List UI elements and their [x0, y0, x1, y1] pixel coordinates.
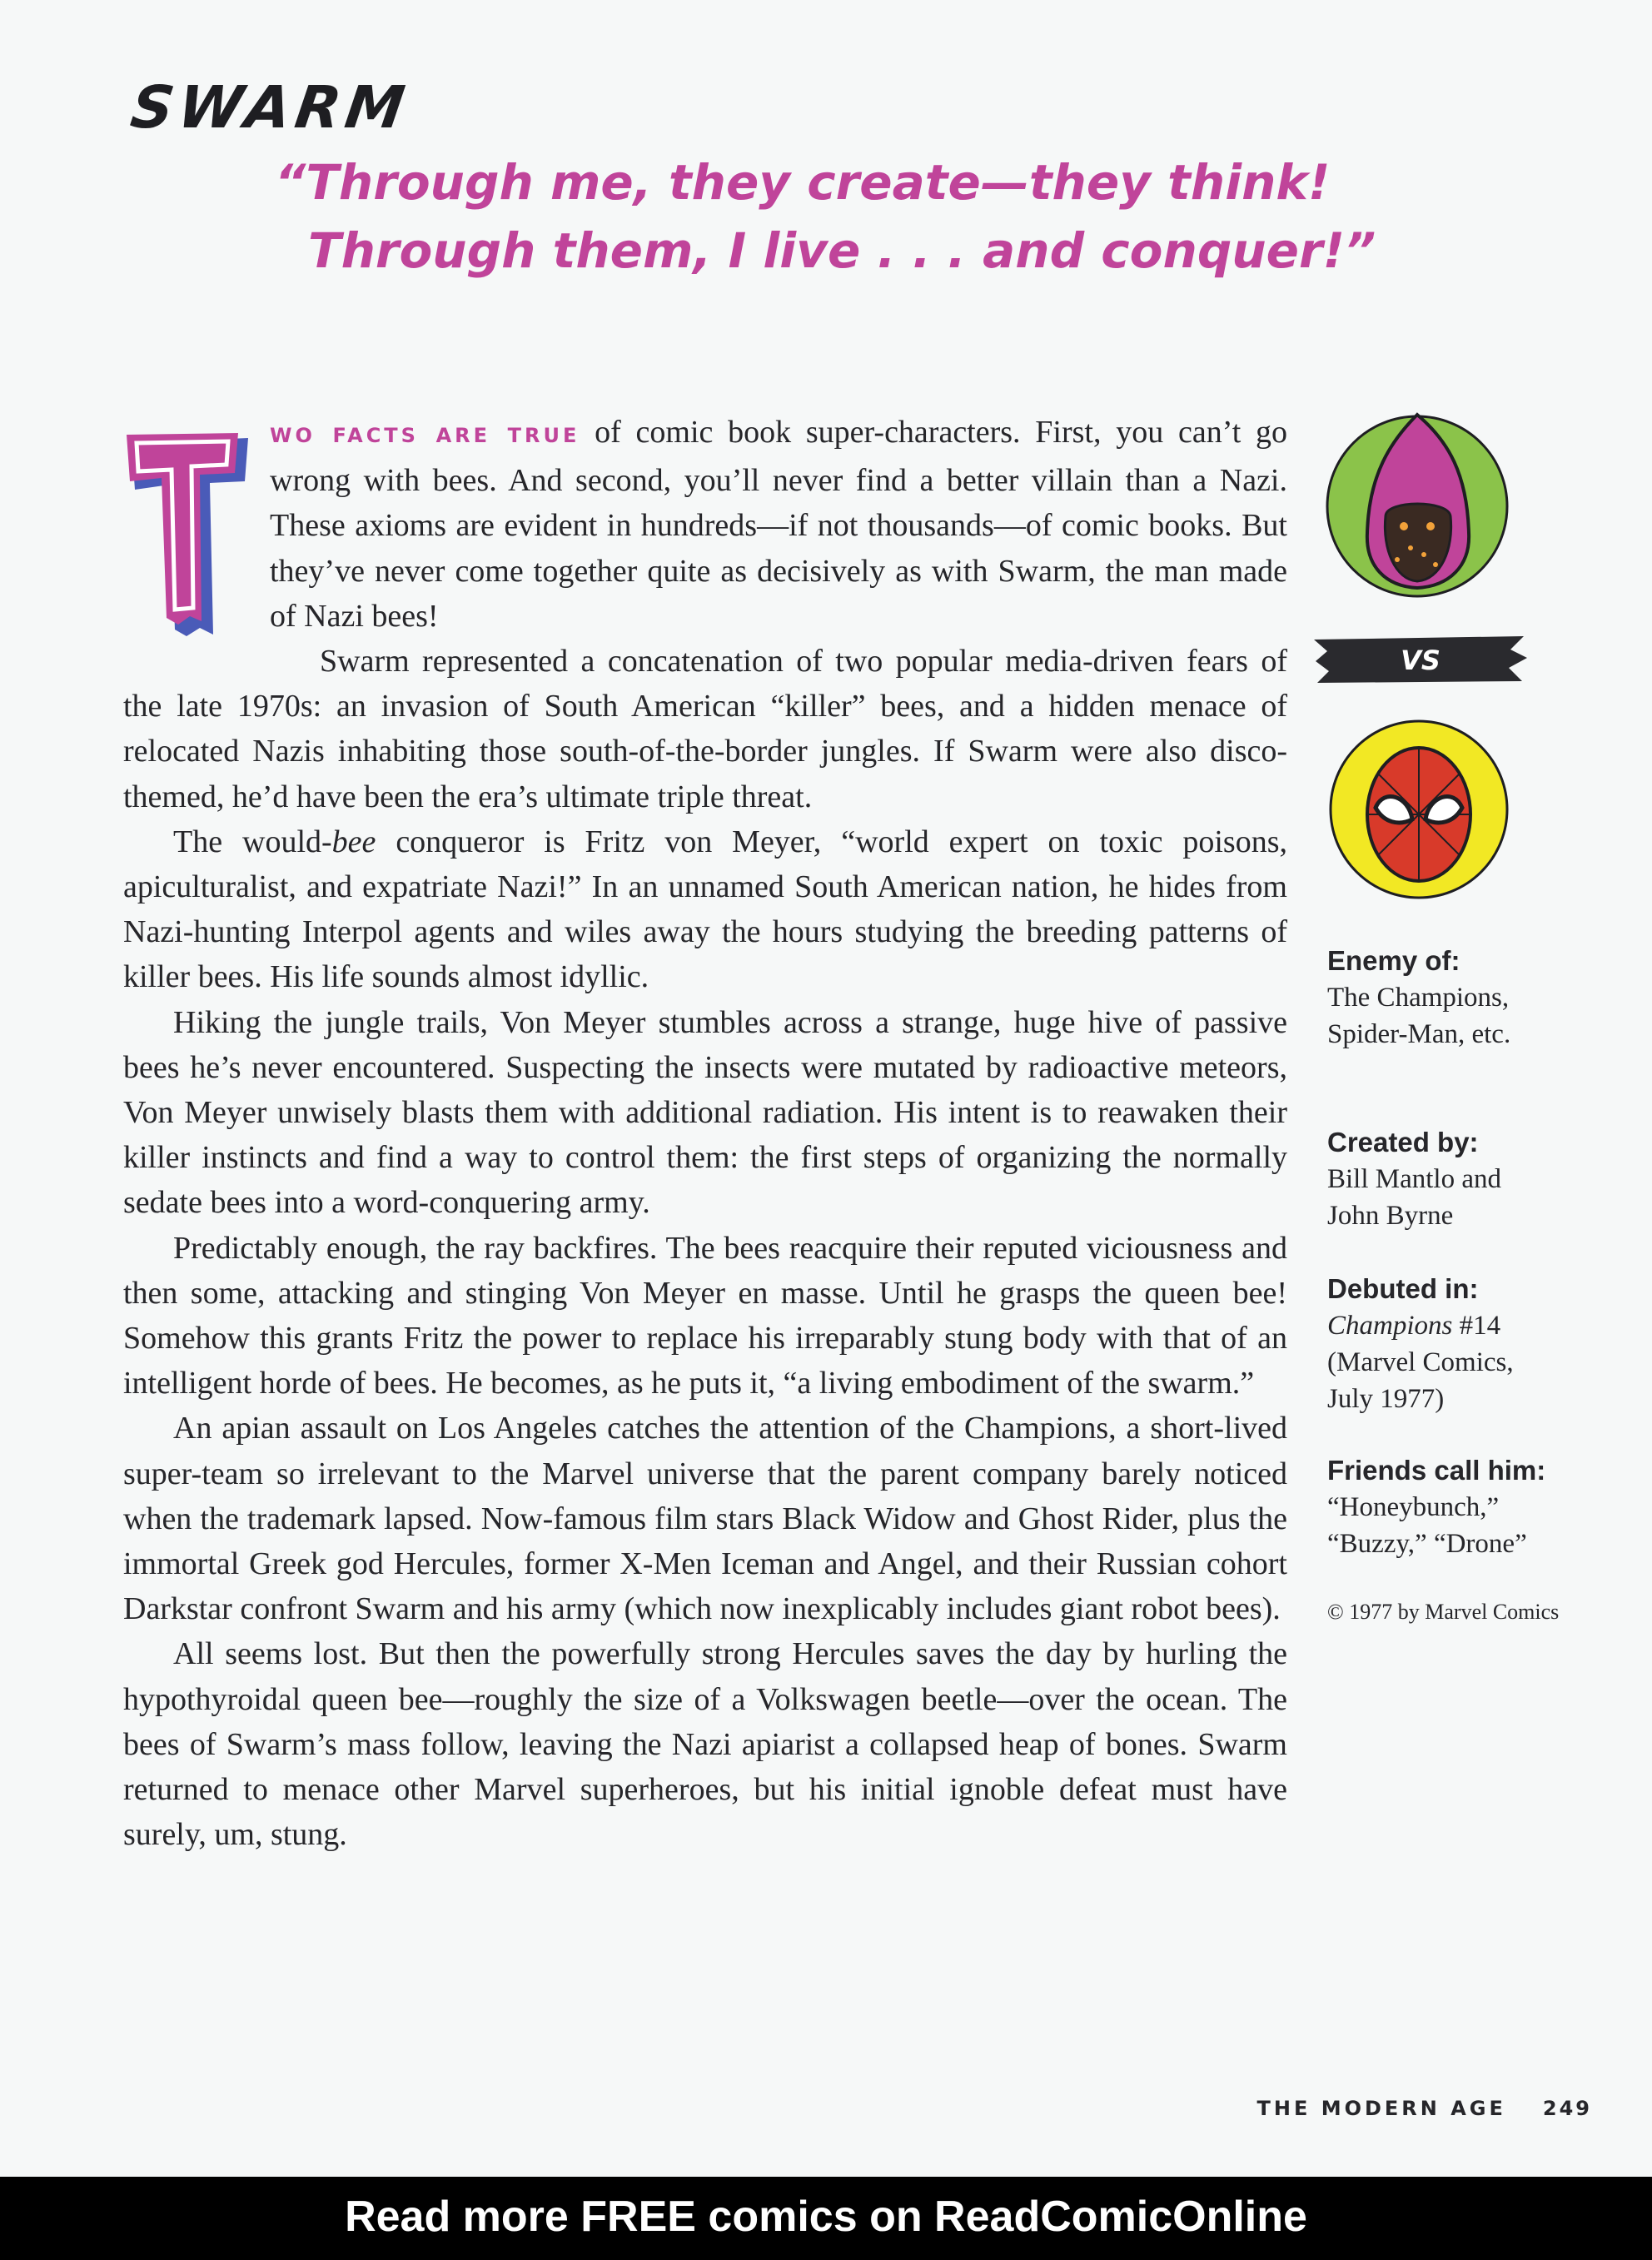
copyright-block: [1327, 1597, 1610, 1627]
drop-cap-letter: T: [187, 550, 193, 559]
friends-heading: Friends call him:: [1327, 1455, 1546, 1486]
paragraph-2: Swarm represented a concatenation of two popular media-driven fears of the late 1970s: an invasion of South American “killer” bees, and a hidden menace of relocated Nazis inhabiting those south-of-the-border jungles. If Swarm were also disco-themed, he’d have been the era’s ultimate triple threat.: [123, 644, 1287, 814]
debuted-in-block: [1327, 1271, 1610, 1417]
friends-line-2: “Buzzy,” “Drone”: [1327, 1529, 1527, 1559]
enemy-heading: Enemy of:: [1327, 945, 1460, 976]
paragraph-3-emphasis: bee: [331, 824, 376, 859]
debuted-line-3: July 1977): [1327, 1384, 1445, 1414]
debuted-heading: Debuted in:: [1327, 1273, 1479, 1304]
paragraph-3-a: The would-: [173, 824, 332, 859]
paragraph-3: [123, 819, 1287, 1000]
versus-badge: [1314, 635, 1527, 689]
versus-ribbon-icon: [1314, 635, 1527, 684]
debuted-line-1: [1327, 1307, 1610, 1344]
copyright-notice: © 1977 by Marvel Comics: [1327, 1600, 1560, 1624]
paragraph-3-b: conqueror is Fritz von Meyer, “world expert on toxic poisons, apiculturalist, and expatriate Nazi!” In an unnamed South American nation, he hides from Nazi-hunting Interpol agents and wiles away the hours studying the breeding patterns of killer bees. His life sounds almost idyllic.: [123, 824, 1287, 995]
versus-label: VS: [1401, 645, 1441, 676]
friends-call-him-block: [1327, 1452, 1610, 1562]
spider-man-portrait-icon: [1326, 716, 1517, 908]
paragraph-1-text: of comic book super-characters. First, you can’t go wrong with bees. And second, you’ll never find a better villain than a Nazi. These axioms are evident in hundreds—if not thousands—of comic books. But they’ve never come together quite as decisively as with Swarm, the man made of Nazi bees!: [270, 415, 1287, 634]
drop-cap-t-graphic: [123, 431, 256, 641]
quote-line-2: Through them, I live . . . and conquer!”: [308, 222, 1376, 279]
created-heading: Created by:: [1327, 1127, 1479, 1157]
paragraph-6: An apian assault on Los Angeles catches the attention of the Champions, a short-lived super-team so irrelevant to the Marvel universe that the parent company barely noticed when the trademark lapsed. Now-famous film stars Black Widow and Ghost Rider, plus the immortal Greek god Hercules, former X-Men Iceman and Angel, and their Russian cohort Darkstar confront Swarm and his army (which now inexplicably includes giant robot bees).: [123, 1411, 1287, 1627]
paragraph-1: [123, 410, 1287, 639]
debuted-title: Champions: [1327, 1311, 1453, 1341]
promo-banner[interactable]: Read more FREE comics on ReadComicOnline: [0, 2177, 1652, 2260]
section-name: THE MODERN AGE: [1256, 2097, 1506, 2120]
debuted-line-2: (Marvel Comics,: [1327, 1347, 1514, 1377]
paragraph-4: Hiking the jungle trails, Von Meyer stumbles across a strange, huge hive of passive bees he’s never encountered. Suspecting the insects were mutated by radioactive meteors, Von Meyer unwisely blasts them with additional radiation. His intent is to reawaken their killer instincts and find a way to control them: the first steps of organizing the normally sedate bees into a word-conquering army.: [123, 1004, 1287, 1221]
article-body: [123, 410, 1287, 1858]
created-line-2: John Byrne: [1327, 1201, 1454, 1231]
created-by-block: [1327, 1124, 1610, 1234]
drop-cap: [123, 431, 270, 641]
quote-line-1: “Through me, they create—they think!: [275, 154, 1331, 211]
page-number: 249: [1542, 2097, 1592, 2120]
created-line-1: Bill Mantlo and: [1327, 1164, 1501, 1194]
lead-in-smallcaps: WO FACTS ARE TRUE: [270, 424, 580, 447]
villain-quote: [275, 148, 1376, 285]
friends-line-1: “Honeybunch,”: [1327, 1492, 1500, 1522]
paragraph-7: All seems lost. But then the powerfully strong Hercules saves the day by hurling the hypothyroidal queen bee—roughly the size of a Volkswagen beetle—over the ocean. The bees of Swarm’s mass follow, leaving the Nazi apiarist a collapsed heap of bones. Swarm returned to menace other Marvel superheroes, but his initial ignoble defeat must have surely, um, stung.: [123, 1636, 1287, 1853]
enemy-line-1: The Champions,: [1327, 983, 1510, 1013]
page-title: SWARM: [127, 73, 414, 142]
page-footer: [1256, 2097, 1592, 2120]
paragraph-5: Predictably enough, the ray backfires. The bees reacquire their reputed viciousness and then some, attacking and stinging Von Meyer en masse. Until he grasps the queen bee! Somehow this grants Fritz the power to replace his irreparably stung body with that of an intelligent horde of bees. He becomes, as he puts it, “a living embodiment of the swarm.”: [123, 1230, 1287, 1401]
swarm-portrait-icon: [1324, 408, 1524, 608]
enemy-of-block: [1327, 943, 1610, 1053]
debuted-issue: #14: [1452, 1311, 1501, 1341]
enemy-line-2: Spider-Man, etc.: [1327, 1019, 1511, 1049]
